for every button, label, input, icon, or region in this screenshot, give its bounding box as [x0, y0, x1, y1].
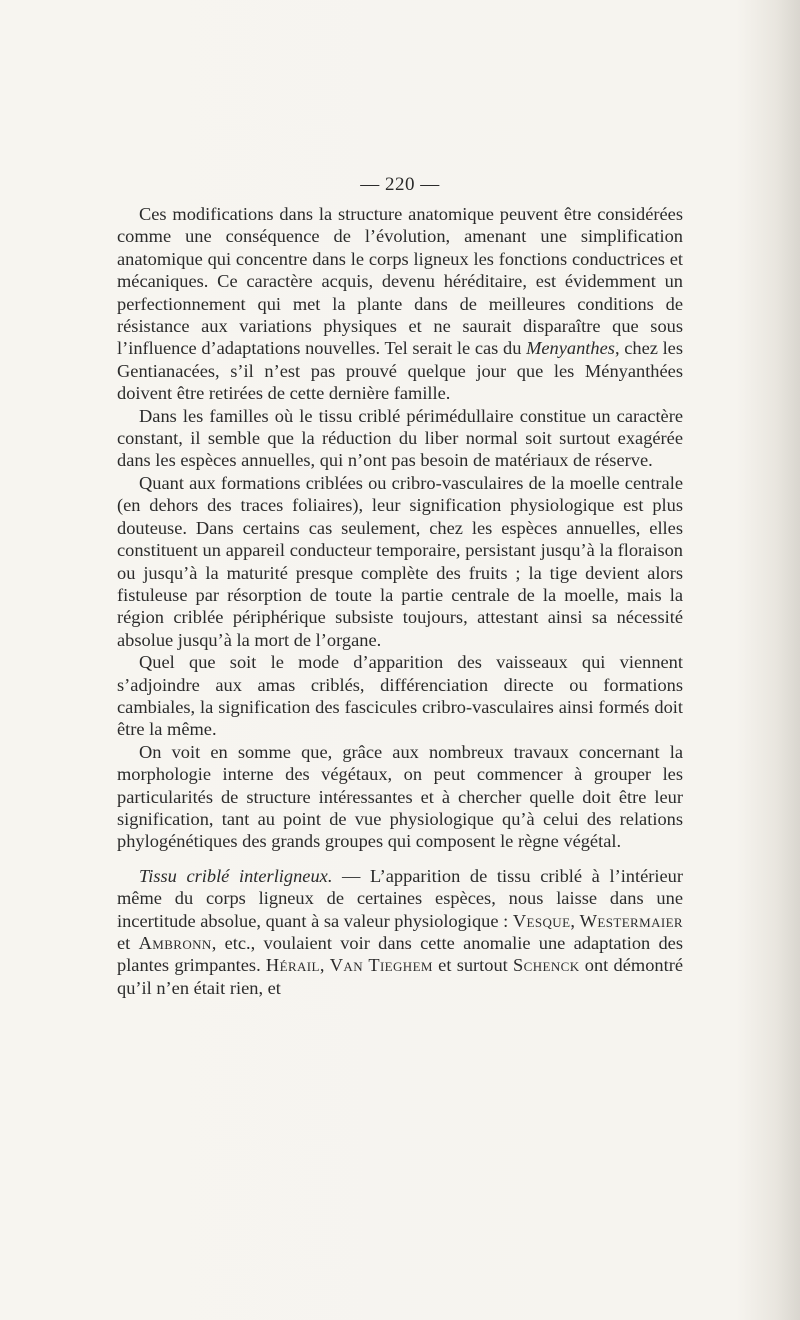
text-run: et surtout: [432, 955, 514, 976]
text-run: Ces modifications dans la structure anatomique peuvent être considérées comme une conséquence de l’évolution, amenant une simplification anatomique qui concentre dans le corps ligneux les fonctions conductrices et mécaniques. Ce caractère acquis, devenu héréditaire, est évidemment un perfectionnement qui met la plante dans de meilleures conditions de résistance aux variations physiques et ne saurait disparaître que sous l’influence d’adaptations nouvelles. Tel serait le cas du: [117, 204, 683, 359]
italic-text: Menyanthes: [526, 338, 615, 359]
paragraph-p3: [117, 472, 683, 651]
author-name: Van Tieghem: [329, 955, 433, 976]
author-name: Hérail: [265, 955, 320, 976]
paragraph-p5: [117, 741, 683, 853]
text-run: ,: [319, 955, 330, 976]
text-run: et: [117, 933, 139, 953]
text-run: Dans les familles où le tissu criblé périmédullaire constitue un caractère constant, il semble que la réduction du liber normal soit surtout exagérée dans les espèces annuelles, qui n’ont pas besoin de matériaux de réserve.: [117, 405, 683, 471]
author-name: Ambronn: [138, 933, 212, 953]
text-run: ,: [570, 910, 580, 931]
page-number: — 220 —: [360, 174, 440, 195]
text-run: Quant aux formations criblées ou cribro-vasculaires de la moelle centrale (en dehors des traces foliaires), leur signification physiologique est plus douteuse. Dans certains cas seulement, chez les espèces annuelles, elles constituent un appareil conducteur temporaire, persistant jusqu’à la floraison ou jusqu’à la maturité presque complète des fruits ; la tige devient alors fistuleuse par résorption de toute la partie centrale de la moelle, mais la région criblée périphérique subsiste toujours, attestant ainsi sa nécessité absolue jusqu’à la mort de l’organe.: [117, 472, 683, 650]
italic-text: Tissu criblé interligneux.: [139, 865, 333, 886]
text-run: On voit en somme que, grâce aux nombreux travaux concernant la morphologie interne des végétaux, on peut commencer à grouper les particularités de structure intéressantes et à chercher quelle doit être leur signification, tant au point de vue physiologique qu’à celui des relations phylogénétiques des grands groupes qui composent le règne végétal.: [117, 741, 683, 852]
paragraph-p6: [117, 865, 683, 999]
paragraph-p2: [117, 405, 683, 472]
author-name: Vesque: [512, 910, 571, 931]
text-run: Quel que soit le mode d’apparition des vaisseaux qui viennent s’adjoindre aux amas criblés, différenciation directe ou formations cambiales, la signification des fascicules cribro-vasculaires ainsi formés doit être la même.: [117, 652, 683, 740]
author-name: Westermaier: [579, 910, 683, 931]
author-name: Schenck: [513, 955, 580, 976]
body-text: [117, 203, 683, 999]
text-run: , etc., voulaient voir dans cette anomalie une adaptation des plantes grimpantes.: [117, 933, 684, 976]
paragraph-p4: [117, 651, 683, 741]
text-run: ont démontré qu’il n’en était rien, et: [117, 955, 683, 998]
text-run: — L’apparition de tissu criblé à l’intérieur même du corps ligneux de certaines espèces, nous laisse dans une incertitude absolue, quant à sa valeur physiologique :: [117, 865, 683, 931]
text-run: , chez les Gentianacées, s’il n’est pas prouvé quelque jour que les Ményanthées doivent être retirées de cette dernière famille.: [117, 338, 683, 404]
paragraph-p1: [117, 203, 683, 405]
